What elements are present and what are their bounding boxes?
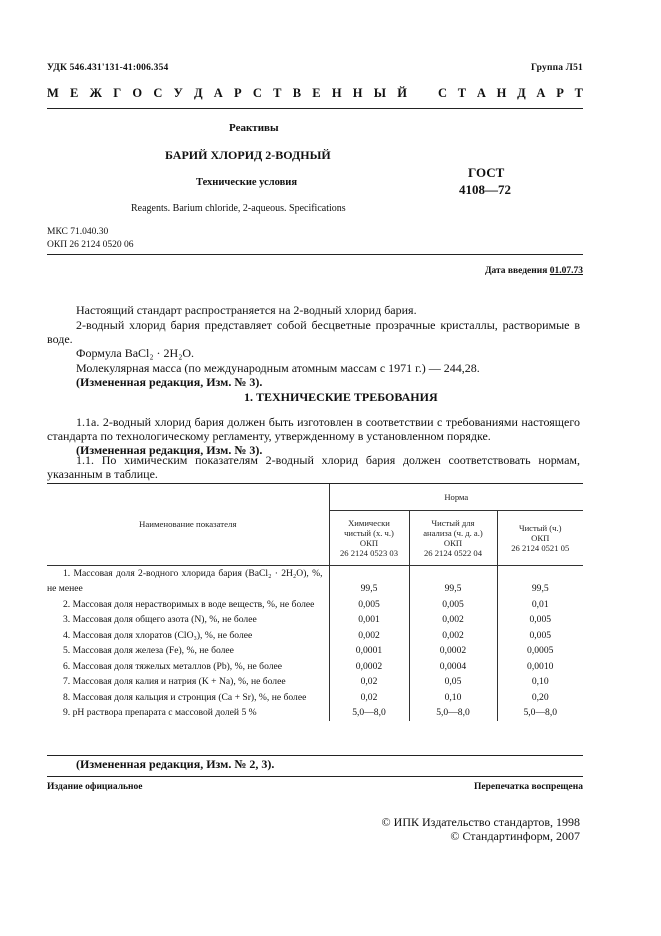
banner-letter: Е <box>70 86 79 100</box>
table-row <box>47 628 583 644</box>
clause-1-1a-edition: (Измененная редакция, Изм. № 3). <box>76 443 263 457</box>
row-value-grade-3: 0,005 <box>497 628 583 644</box>
banner-letter: О <box>132 86 143 100</box>
group-code: Группа Л51 <box>530 63 583 73</box>
formula-line: Формула BaCl₂ · 2H₂O. <box>76 346 195 360</box>
intro-paragraph-1: Настоящий стандарт распространяется на 2-водный хлорид бария. <box>76 303 417 317</box>
row-value-grade-2: 0,05 <box>409 674 497 690</box>
reprint-prohibited: Перепечатка воспрещена <box>473 782 583 792</box>
banner-letter: А <box>476 86 486 100</box>
row-indicator-name <box>47 628 329 644</box>
banner-letter: С <box>438 86 448 100</box>
table-row <box>47 659 583 675</box>
copyright-line-1: © ИПК Издательство стандартов, 1998 <box>381 815 580 829</box>
gost-number: 4108—72 <box>459 182 511 197</box>
table-row <box>47 566 583 597</box>
row-value-grade-2: 0,10 <box>409 690 497 706</box>
banner-letter: Н <box>352 86 363 100</box>
row-value-grade-3: 0,01 <box>497 597 583 613</box>
row-value-grade-1: 0,001 <box>329 612 409 628</box>
banner-letter: Д <box>193 86 203 100</box>
banner-letter: С <box>153 86 163 100</box>
row-number: 3. <box>63 614 71 625</box>
grade-header-okp-label: ОКП <box>531 532 550 543</box>
row-indicator-name <box>47 674 329 690</box>
row-value-grade-2: 0,0004 <box>409 659 497 675</box>
grade-header-1 <box>329 510 409 565</box>
banner-letter: Т <box>273 86 282 100</box>
row-value-grade-1: 0,002 <box>329 628 409 644</box>
table-bottom-rule <box>47 755 583 756</box>
row-value-grade-2: 0,0002 <box>409 643 497 659</box>
standard-banner <box>47 86 583 101</box>
row-value-grade-1: 99,5 <box>329 566 409 597</box>
banner-letter: Р <box>234 86 242 100</box>
copyright-line-2: © Стандартинформ, 2007 <box>450 829 580 843</box>
table-row <box>47 690 583 706</box>
row-value-grade-2: 0,005 <box>409 597 497 613</box>
row-number: 7. <box>63 676 71 687</box>
grade-header-okp-label: ОКП <box>359 537 379 548</box>
table-row <box>47 674 583 690</box>
row-value-grade-2: 5,0—8,0 <box>409 705 497 721</box>
row-value-grade-2: 99,5 <box>409 566 497 597</box>
banner-letter: Т <box>574 86 583 100</box>
table-row <box>47 612 583 628</box>
row-number: 6. <box>63 660 71 672</box>
row-value-grade-3: 5,0—8,0 <box>497 705 583 721</box>
banner-letter: Ы <box>373 86 387 100</box>
row-value-grade-2: 0,002 <box>409 628 497 644</box>
clause-1-1: 1.1. По химическим показателям 2-водный хлорид бария должен соответствовать нормам, указанным в таблице. <box>47 453 580 481</box>
row-number: 8. <box>63 691 71 703</box>
header-rule <box>47 108 583 109</box>
column-header-norm: Норма <box>329 484 583 510</box>
row-value-grade-1: 0,0001 <box>329 643 409 659</box>
grade-header-line2: чистый (х. ч.) <box>344 527 394 538</box>
row-number: 2. <box>63 598 71 610</box>
column-header-name: Наименование показателя <box>139 519 237 530</box>
row-value-grade-3: 0,20 <box>497 690 583 706</box>
banner-letter: С <box>252 86 262 100</box>
row-indicator-name <box>47 643 329 659</box>
banner-letter: Т <box>457 86 467 100</box>
okp-code: ОКП 26 2124 0520 06 <box>47 240 134 250</box>
row-indicator-name <box>47 659 329 675</box>
row-name-text: Массовая доля кальция и стронция (Ca + Sr), %, не более <box>72 691 307 703</box>
row-number: 9. <box>63 707 71 718</box>
banner-letter: М <box>47 86 59 100</box>
row-number: 4. <box>63 629 71 641</box>
clause-1-1a: 1.1а. 2-водный хлорид бария должен быть изготовлен в соответствии с требованиями настоящего стандарта по технологическому регламенту, утвержденному в установленном порядке. <box>47 415 580 443</box>
banner-letter: Ж <box>89 86 102 100</box>
grade-header-okp: 26 2124 0523 03 <box>339 547 398 558</box>
gost-label: ГОСТ <box>468 165 505 180</box>
row-name-text: pH раствора препарата с массовой долей 5 % <box>72 707 257 718</box>
grade-header-2 <box>409 510 497 565</box>
row-value-grade-2: 0,002 <box>409 612 497 628</box>
grade-header-line1: Химически <box>348 517 390 528</box>
grade-header-3 <box>497 510 583 565</box>
row-value-grade-3: 0,10 <box>497 674 583 690</box>
row-name-text: Массовая доля нерастворимых в воде веществ, %, не более <box>72 598 315 610</box>
mks-code: МКС 71.040.30 <box>47 227 109 237</box>
grade-header-okp: 26 2124 0522 04 <box>423 547 482 558</box>
row-value-grade-3: 0,005 <box>497 612 583 628</box>
grade-header-line2: анализа (ч. д. а.) <box>423 527 483 538</box>
banner-letter: Е <box>312 86 321 100</box>
row-indicator-name <box>47 612 329 628</box>
banner-letter: Й <box>397 86 407 100</box>
banner-letter: В <box>292 86 302 100</box>
row-name-text: Массовая доля общего азота (N), %, не более <box>72 614 257 625</box>
row-name-text: Массовая доля тяжелых металлов (Pb), %, не более <box>72 660 283 672</box>
table-row <box>47 705 583 721</box>
udk-code: УДК 546.431'131-41:006.354 <box>47 63 169 73</box>
row-indicator-name <box>47 705 329 721</box>
row-indicator-name <box>47 597 329 613</box>
intro-paragraph-2: 2-водный хлорид бария представляет собой бесцветные прозрачные кристаллы, растворимые в воде. <box>47 318 580 346</box>
molar-mass-line: Молекулярная масса (по международным атомным массам с 1971 г.) — 244,28. <box>76 361 480 375</box>
table-edition-note: (Измененная редакция, Изм. № 2, 3). <box>76 757 275 771</box>
row-name-text: Массовая доля хлоратов (ClO₃), %, не более <box>72 629 253 641</box>
banner-letter: Г <box>113 86 122 100</box>
intro-date-label: Дата введения <box>484 266 548 276</box>
banner-letter: А <box>213 86 223 100</box>
grade-header-line1: Чистый для <box>431 517 475 528</box>
intro-edition-note: (Измененная редакция, Изм. № 3). <box>76 375 263 389</box>
document-title: БАРИЙ ХЛОРИД 2-ВОДНЫЙ <box>165 148 331 162</box>
row-number: 5. <box>63 645 71 656</box>
row-value-grade-3: 99,5 <box>497 566 583 597</box>
row-value-grade-1: 5,0—8,0 <box>329 705 409 721</box>
row-name-text: Массовая доля калия и натрия (K + Na), %, не более <box>72 676 286 687</box>
row-name-text: Массовая доля 2-водного хлорида бария (BaCl₂ · 2H₂O), %, не менее <box>47 567 323 594</box>
banner-left <box>47 86 407 101</box>
row-indicator-name <box>47 690 329 706</box>
banner-letter: Н <box>331 86 342 100</box>
norms-table <box>47 484 583 721</box>
row-indicator-name <box>47 566 329 597</box>
row-value-grade-3: 0,0010 <box>497 659 583 675</box>
banner-letter: А <box>536 86 546 100</box>
banner-letter: У <box>173 86 183 100</box>
official-edition: Издание официальное <box>47 782 143 792</box>
codes-rule <box>47 254 583 255</box>
row-number: 1. <box>63 567 71 579</box>
row-value-grade-3: 0,0005 <box>497 643 583 659</box>
row-name-text: Массовая доля железа (Fe), %, не более <box>72 645 234 656</box>
intro-date-value: 01.07.73 <box>549 266 583 276</box>
grade-header-line1: Чистый (ч.) <box>519 522 562 533</box>
banner-letter: Р <box>556 86 564 100</box>
row-value-grade-1: 0,02 <box>329 690 409 706</box>
banner-letter: Н <box>496 86 507 100</box>
grade-header-okp: 26 2124 0521 05 <box>511 542 570 553</box>
english-title: Reagents. Barium chloride, 2-aqueous. Specifications <box>131 203 346 214</box>
table-row <box>47 597 583 613</box>
row-value-grade-1: 0,005 <box>329 597 409 613</box>
banner-letter: Д <box>517 86 526 100</box>
row-value-grade-1: 0,02 <box>329 674 409 690</box>
document-subtitle: Технические условия <box>196 177 298 188</box>
category-label: Реактивы <box>229 122 279 134</box>
intro-date <box>485 266 583 276</box>
section-1-heading: 1. ТЕХНИЧЕСКИЕ ТРЕБОВАНИЯ <box>244 390 438 404</box>
footer-rule <box>47 776 583 777</box>
banner-right <box>438 86 583 101</box>
table-row <box>47 643 583 659</box>
row-value-grade-1: 0,0002 <box>329 659 409 675</box>
grade-header-okp-label: ОКП <box>443 537 463 548</box>
